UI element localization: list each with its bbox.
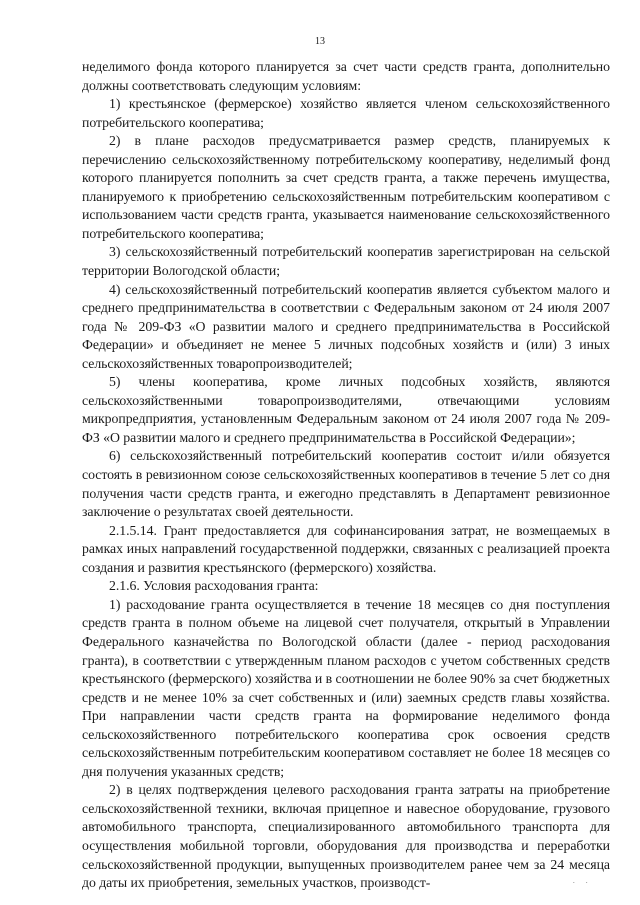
paragraph-continuation: неделимого фонда которого планируется за счет части средств гранта, дополнительно должны соответствовать следующим условиям: xyxy=(82,59,610,93)
paragraph-condition-6: 6) сельскохозяйственный потребительский кооператив состоит и/или обязуется состоять в ревизионном союзе сельскохозяйственных кооперативов в течение 5 лет со дня получения части средств гранта, и ежегодно представлять в Департамент ревизионное заключение о результатах своей деятельности. xyxy=(82,448,610,520)
paragraph-spending-condition-2: 2) в целях подтверждения целевого расходования гранта затраты на приобретение сельскохозяйственной техники, включая прицепное и навесное оборудование, грузового автомобильного транспорта, специализированного автомобильного транспорта для осуществления мобильной торговли, оборудования для производства и переработки сельскохозяйственной продукции, выпущенных производителем ранее чем за 24 месяца до даты их приобретения, земельных участков, производст- xyxy=(82,782,610,891)
document-body xyxy=(82,58,610,893)
paragraph-section-2-1-6-heading: 2.1.6. Условия расходования гранта: xyxy=(109,578,319,594)
paragraph-condition-3: 3) сельскохозяйственный потребительский кооператив зарегистрирован на сельской территории Вологодской области; xyxy=(82,244,610,279)
paragraph-condition-1: 1) крестьянское (фермерское) хозяйство является членом сельскохозяйственного потребительского кооператива; xyxy=(82,96,610,130)
paragraph-condition-2: 2) в плане расходов предусматривается размер средств, планируемых к перечислению сельскохозяйственному потребительскому кооперативу, неделимый фонд которого планируется пополнить за счет средств гранта, а также перечень имущества, планируемого к приобретению сельскохозяйственным потребительским кооперативом с использованием части средств гранта, указывается наименование сельскохозяйственного потребительского кооператива; xyxy=(82,133,610,241)
footer-scan-mark: · · xyxy=(572,878,592,887)
page-number: 13 xyxy=(315,36,325,47)
paragraph-condition-4: 4) сельскохозяйственный потребительский кооператив является субъектом малого и среднего предпринимательства в соответствии с Федеральным законом от 24 июля 2007 года № 209-ФЗ «О развитии малого и среднего предпринимательства в Российской Федерации» и объединяет не менее 5 личных подсобных хозяйств и (или) 3 иных сельскохозяйственных товаропроизводителей; xyxy=(82,281,610,371)
paragraph-section-2-1-5-14: 2.1.5.14. Грант предоставляется для софинансирования затрат, не возмещаемых в рамках иных направлений государственной поддержки, связанных с реализацией проекта создания и развития крестьянского (фермерского) хозяйства. xyxy=(82,522,610,575)
paragraph-spending-condition-1: 1) расходование гранта осуществляется в течение 18 месяцев со дня поступления средств гранта в полном объеме на лицевой счет получателя, открытый в Управлении Федерального казначейства по Вологодской области (далее - период расходования гранта), в соответствии с утвержденным планом расходов с учетом собственных средств крестьянского (фермерского) хозяйства и в соотношении не более 90% за счет бюджетных средств и не менее 10% за счет собственных и (или) заемных средств главы хозяйства. При направлении части средств гранта на формирование неделимого фонда сельскохозяйственного потребительского кооператива срок освоения средств сельскохозяйственным потребительским кооперативом составляет не более 18 месяцев со дня получения указанных средств; xyxy=(82,596,610,779)
paragraph-condition-5: 5) члены кооператива, кроме личных подсобных хозяйств, являются сельскохозяйственными товаропроизводителями, отвечающими условиям микропредприятия, установленным Федеральным законом от 24 июля 2007 года № 209-ФЗ «О развитии малого и среднего предпринимательства в Российской Федерации»; xyxy=(82,374,610,445)
